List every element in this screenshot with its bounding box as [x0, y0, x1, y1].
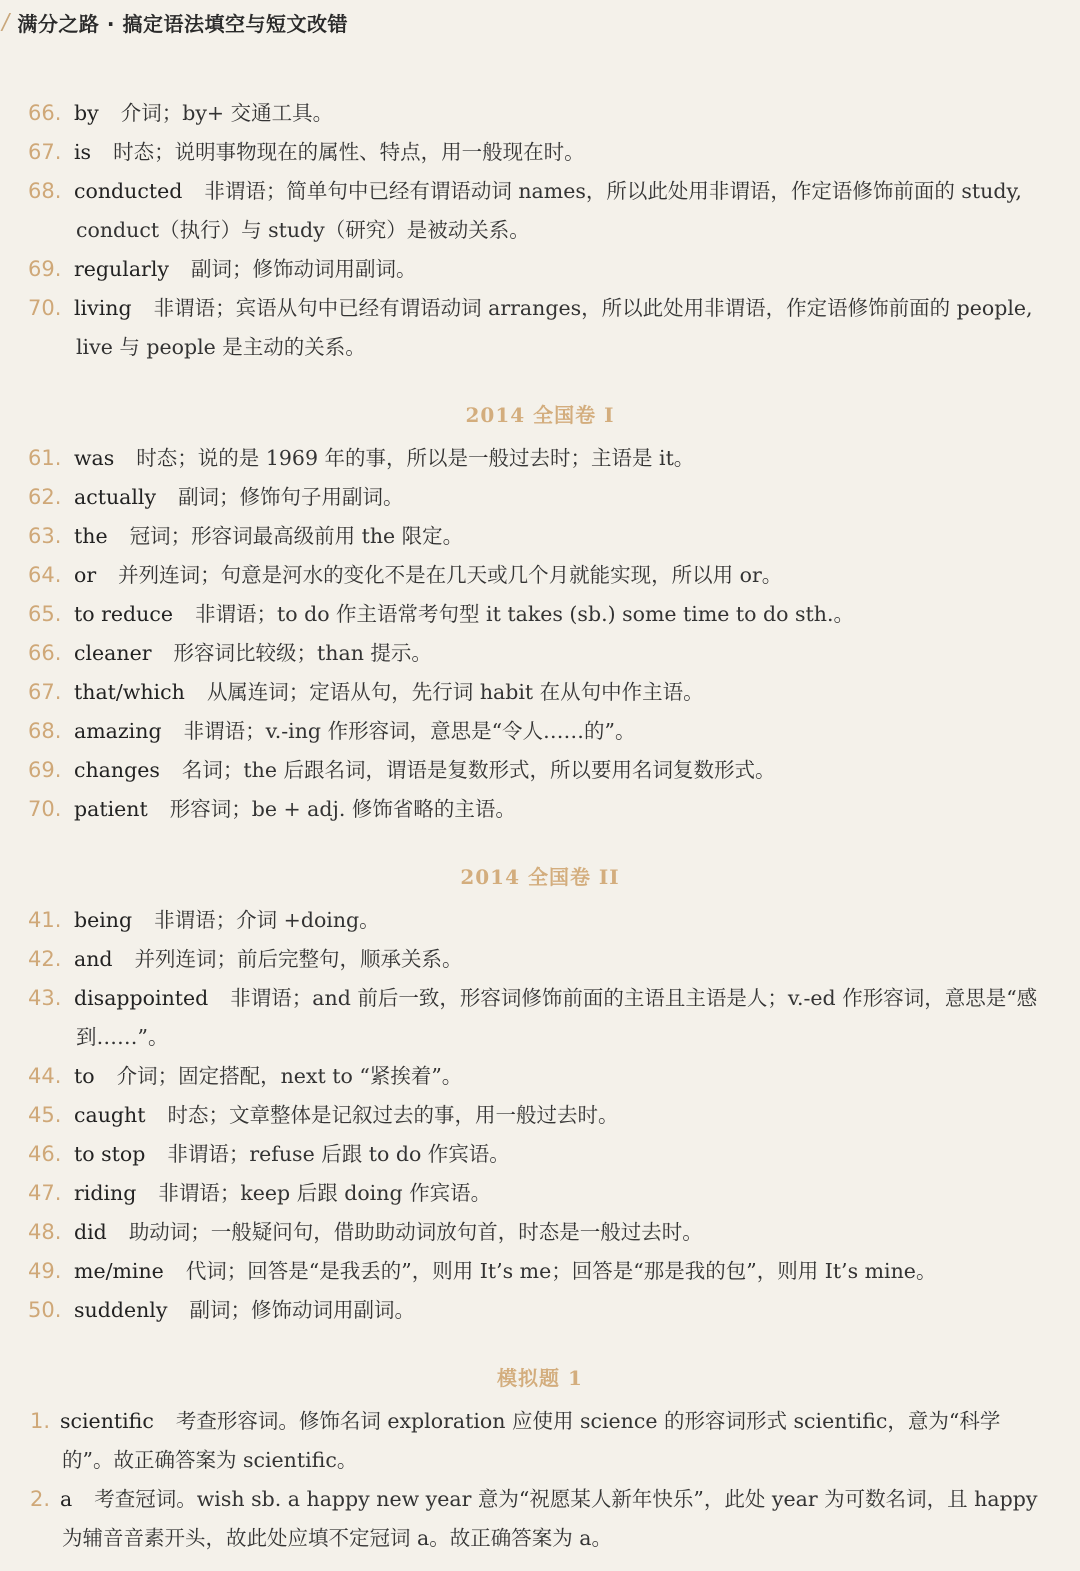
question-number: 67. — [28, 680, 62, 704]
answer-explanation: 介词；by+ 交通工具。 — [120, 101, 334, 125]
question-number: 68. — [28, 719, 62, 743]
answer-entry — [0, 1135, 1080, 1174]
answer-explanation: 副词；修饰句子用副词。 — [178, 485, 404, 509]
answer-explanation: 形容词；be + adj. 修饰省略的主语。 — [169, 797, 516, 821]
answer-explanation: 从属连词；定语从句，先行词 habit 在从句中作主语。 — [206, 680, 704, 704]
answer-entry — [0, 712, 1080, 751]
answer-entry — [0, 979, 1080, 1057]
answer-explanation: 形容词比较级；than 提示。 — [173, 641, 432, 665]
question-number: 70. — [28, 797, 62, 821]
question-number: 63. — [28, 524, 62, 548]
answer-entry — [0, 901, 1080, 940]
question-number: 2. — [30, 1487, 51, 1511]
answer-section — [0, 859, 1080, 1330]
answer-word: changes — [74, 758, 160, 782]
answer-word: was — [74, 446, 115, 470]
question-number: 67. — [28, 140, 62, 164]
answer-explanation: 非谓语；keep 后跟 doing 作宾语。 — [158, 1181, 492, 1205]
section-heading: 模拟题 1 — [497, 1366, 583, 1390]
answer-entry — [0, 1402, 1080, 1480]
answer-explanation: 非谓语；宾语从句中已经有谓语动词 arranges，所以此处用非谓语，作定语修饰前面的 people, live 与 people 是主动的关系。 — [76, 296, 1033, 359]
answer-word: did — [74, 1220, 107, 1244]
answer-explanation: 时态；说明事物现在的属性、特点，用一般现在时。 — [113, 140, 585, 164]
answer-entry — [0, 1291, 1080, 1330]
answer-word: actually — [74, 485, 157, 509]
answer-entry — [0, 1057, 1080, 1096]
question-number: 45. — [28, 1103, 62, 1127]
answer-word: riding — [74, 1181, 137, 1205]
answer-word: by — [74, 101, 99, 125]
answer-word: a — [60, 1487, 73, 1511]
answer-explanation: 并列连词；前后完整句，顺承关系。 — [134, 947, 463, 971]
answer-explanation: 非谓语；refuse 后跟 to do 作宾语。 — [167, 1142, 510, 1166]
question-number: 66. — [28, 641, 62, 665]
header-slash-mark: / — [0, 9, 12, 35]
answer-explanation: 非谓语；介词 +doing。 — [154, 908, 380, 932]
question-number: 64. — [28, 563, 62, 587]
answer-word: to reduce — [74, 602, 173, 626]
question-number: 62. — [28, 485, 62, 509]
question-number: 42. — [28, 947, 62, 971]
question-number: 70. — [28, 296, 62, 320]
answer-section — [0, 397, 1080, 829]
answer-entry — [0, 172, 1080, 250]
question-number: 47. — [28, 1181, 62, 1205]
header-title: 满分之路 · 搞定语法填空与短文改错 — [17, 11, 348, 36]
answer-word: that/which — [74, 680, 185, 704]
answer-entry — [0, 439, 1080, 478]
answer-key-content — [0, 94, 1080, 1558]
question-number: 1. — [30, 1409, 51, 1433]
answer-explanation: 非谓语；to do 作主语常考句型 it takes (sb.) some time to do sth.。 — [194, 602, 854, 626]
answer-word: the — [74, 524, 108, 548]
answer-entry — [0, 133, 1080, 172]
answer-explanation: 非谓语；and 前后一致，形容词修饰前面的主语且主语是人；v.-ed 作形容词，意思是“感到……”。 — [76, 986, 1038, 1049]
question-number: 41. — [28, 908, 62, 932]
question-number: 48. — [28, 1220, 62, 1244]
answer-section — [0, 94, 1080, 367]
answer-entry — [0, 478, 1080, 517]
answer-explanation: 非谓语；简单句中已经有谓语动词 names，所以此处用非谓语，作定语修饰前面的 study, conduct（执行）与 study（研究）是被动关系。 — [76, 179, 1022, 242]
question-number: 49. — [28, 1259, 62, 1283]
answer-word: disappointed — [74, 986, 209, 1010]
question-number: 43. — [28, 986, 62, 1010]
answer-entry — [0, 1096, 1080, 1135]
answer-explanation: 时态；文章整体是记叙过去的事，用一般过去时。 — [167, 1103, 619, 1127]
answer-word: amazing — [74, 719, 162, 743]
answer-entry — [0, 940, 1080, 979]
question-number: 69. — [28, 758, 62, 782]
section-heading: 2014 全国卷 II — [460, 865, 620, 889]
answer-entry — [0, 1480, 1080, 1558]
answer-word: cleaner — [74, 641, 152, 665]
question-number: 68. — [28, 179, 62, 203]
section-heading: 2014 全国卷 I — [465, 403, 615, 427]
answer-explanation: 副词；修饰动词用副词。 — [189, 1298, 415, 1322]
question-number: 61. — [28, 446, 62, 470]
answer-entry — [0, 250, 1080, 289]
answer-word: regularly — [74, 257, 169, 281]
answer-entry — [0, 751, 1080, 790]
answer-word: scientific — [60, 1409, 154, 1433]
answer-explanation: 非谓语；v.-ing 作形容词，意思是“令人……的”。 — [183, 719, 636, 743]
answer-entry — [0, 289, 1080, 367]
running-header — [0, 0, 348, 44]
answer-word: and — [74, 947, 113, 971]
answer-explanation: 考查冠词。wish sb. a happy new year 意为“祝愿某人新年快乐”，此处 year 为可数名词，且 happy 为辅音音素开头，故此处应填不定冠词 a。故正确答案为 a。 — [62, 1487, 1038, 1550]
answer-word: patient — [74, 797, 148, 821]
answer-entry — [0, 1252, 1080, 1291]
question-number: 46. — [28, 1142, 62, 1166]
answer-word: is — [74, 140, 92, 164]
answer-word: or — [74, 563, 97, 587]
answer-entry — [0, 1213, 1080, 1252]
answer-word: caught — [74, 1103, 146, 1127]
answer-explanation: 并列连词；句意是河水的变化不是在几天或几个月就能实现，所以用 or。 — [118, 563, 783, 587]
answer-word: me/mine — [74, 1259, 164, 1283]
answer-word: conducted — [74, 179, 183, 203]
answer-entry — [0, 634, 1080, 673]
answer-entry — [0, 556, 1080, 595]
question-number: 65. — [28, 602, 62, 626]
answer-explanation: 代词；回答是“是我丢的”，则用 It’s me；回答是“那是我的包”，则用 It’s mine。 — [185, 1259, 937, 1283]
answer-explanation: 考查形容词。修饰名词 exploration 应使用 science 的形容词形式 scientific，意为“科学的”。故正确答案为 scientific。 — [62, 1409, 1001, 1472]
answer-entry — [0, 517, 1080, 556]
answer-explanation: 助动词；一般疑问句，借助助动词放句首，时态是一般过去时。 — [128, 1220, 703, 1244]
answer-entry — [0, 595, 1080, 634]
answer-word: suddenly — [74, 1298, 168, 1322]
question-number: 44. — [28, 1064, 62, 1088]
answer-entry — [0, 673, 1080, 712]
question-number: 69. — [28, 257, 62, 281]
question-number: 50. — [28, 1298, 62, 1322]
answer-entry — [0, 94, 1080, 133]
answer-word: being — [74, 908, 133, 932]
answer-word: to stop — [74, 1142, 146, 1166]
answer-entry — [0, 790, 1080, 829]
answer-explanation: 冠词；形容词最高级前用 the 限定。 — [129, 524, 464, 548]
answer-word: living — [74, 296, 132, 320]
question-number: 66. — [28, 101, 62, 125]
answer-word: to — [74, 1064, 95, 1088]
answer-explanation: 介词；固定搭配，next to “紧挨着”。 — [116, 1064, 463, 1088]
answer-explanation: 名词；the 后跟名词，谓语是复数形式，所以要用名词复数形式。 — [181, 758, 776, 782]
answer-section — [0, 1360, 1080, 1558]
answer-explanation: 副词；修饰动词用副词。 — [190, 257, 417, 281]
answer-entry — [0, 1174, 1080, 1213]
answer-explanation: 时态；说的是 1969 年的事，所以是一般过去时；主语是 it。 — [136, 446, 695, 470]
